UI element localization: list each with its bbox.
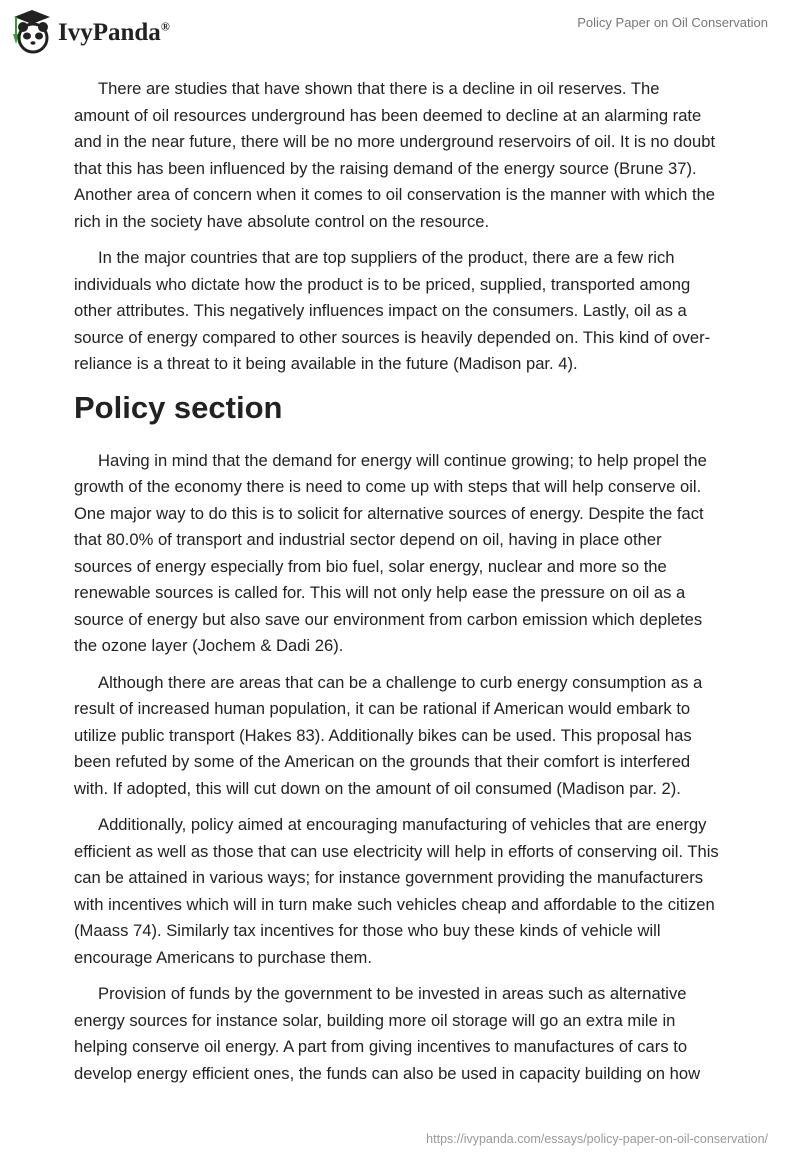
paragraph-line: result of increased human population, it can be rational if American would embark to xyxy=(74,699,691,718)
paragraph-line: In the major countries that are top suppliers of the product, there are a few rich xyxy=(98,248,675,267)
paragraph-line: rich in the society have absolute control on the resource. xyxy=(74,211,490,231)
paragraph-line: Having in mind that the demand for energy will continue growing; to help propel the xyxy=(98,450,707,470)
paragraph-line: individuals who dictate how the product is to be priced, supplied, transported among xyxy=(74,274,691,294)
paragraph-line: develop energy efficient ones, the funds can also be used in capacity building on how xyxy=(74,1063,701,1083)
registered-mark: ® xyxy=(160,19,170,34)
paragraph-line: reliance is a threat to it being available in the future (Madison par. 4). xyxy=(74,354,578,373)
paragraph-line: renewable sources is called for. This will not only help ease the pressure on oil as a xyxy=(74,583,686,602)
paragraph-line: helping conserve oil energy. A part from giving incentives to manufactures of cars to xyxy=(74,1037,688,1056)
paragraph-line: energy sources for instance solar, building more oil storage will go an extra mile in xyxy=(74,1010,676,1030)
policy-paragraphs xyxy=(74,448,734,1088)
paragraph-line: encourage Americans to purchase them. xyxy=(74,947,372,967)
paragraph-line: with. If adopted, this will cut down on the amount of oil consumed (Madison par. 2). xyxy=(74,778,681,798)
document-title: Policy Paper on Oil Conservation xyxy=(577,15,768,30)
paragraph-line: Additionally, policy aimed at encouraging manufacturing of vehicles that are energy xyxy=(98,815,707,834)
paragraph-line: Although there are areas that can be a challenge to curb energy consumption as a xyxy=(98,672,703,692)
paragraph-line: with incentives which will in turn make such vehicles cheap and affordable to the citizen xyxy=(74,894,715,914)
paragraph-line: (Maass 74). Similarly tax incentives for those who buy these kinds of vehicle will xyxy=(74,921,661,940)
paragraph-line: efficient as well as those that can use electricity will help in efforts of conserving oil. This xyxy=(74,841,719,861)
paragraph-line: One major way to do this is to solicit for alternative sources of energy. Despite the fact xyxy=(74,503,704,523)
paragraph-line: sources of energy especially from bio fuel, solar energy, nuclear and more so the xyxy=(74,556,667,576)
essay-body xyxy=(74,76,734,1097)
source-url[interactable]: https://ivypanda.com/essays/policy-paper-on-oil-conservation/ xyxy=(426,1132,768,1146)
paragraph-line: the ozone layer (Jochem & Dadi 26). xyxy=(74,636,344,655)
intro-paragraphs xyxy=(74,76,734,378)
paragraph-line: that 80.0% of transport and industrial sector depend on oil, having in place other xyxy=(74,530,662,549)
paragraph xyxy=(74,245,734,378)
paragraph-line: There are studies that have shown that there is a decline in oil reserves. The xyxy=(98,79,660,98)
paragraph xyxy=(74,670,734,803)
paragraph-line: source of energy but also save our environment from carbon emission which depletes xyxy=(74,609,703,629)
paragraph xyxy=(74,812,734,971)
paragraph-line: been refuted by some of the American on the grounds that their comfort is interfered xyxy=(74,752,691,771)
page-header xyxy=(0,0,800,60)
paragraph-line: other attributes. This negatively influences impact on the consumers. Lastly, oil as a xyxy=(74,301,687,320)
paragraph-line: that this has been influenced by the raising demand of the energy source (Brune 37). xyxy=(74,158,697,178)
paragraph-line: amount of oil resources underground has been deemed to decline at an alarming rate xyxy=(74,105,702,125)
paragraph-line: and in the near future, there will be no more underground reservoirs of oil. It is no doubt xyxy=(74,132,716,151)
ivypanda-logo[interactable] xyxy=(12,8,170,54)
paragraph-line: Provision of funds by the government to be invested in areas such as alternative xyxy=(98,984,687,1003)
panda-graduate-icon xyxy=(12,8,52,54)
paragraph xyxy=(74,76,734,235)
paragraph-line: source of energy compared to other sources is heavily depended on. This kind of over- xyxy=(74,327,711,347)
paragraph-line: Another area of concern when it comes to oil conservation is the manner with which the xyxy=(74,185,716,204)
section-heading: Policy section xyxy=(74,389,283,425)
paragraph xyxy=(74,448,734,660)
paragraph-line: growth of the economy there is need to come up with steps that will help conserve oil. xyxy=(74,477,702,496)
logo-text: IvyPanda xyxy=(58,19,161,46)
paragraph-line: utilize public transport (Hakes 83). Additionally bikes can be used. This proposal has xyxy=(74,725,692,745)
paragraph-line: can be attained in various ways; for instance government providing the manufacturers xyxy=(74,868,704,887)
paragraph xyxy=(74,981,734,1087)
